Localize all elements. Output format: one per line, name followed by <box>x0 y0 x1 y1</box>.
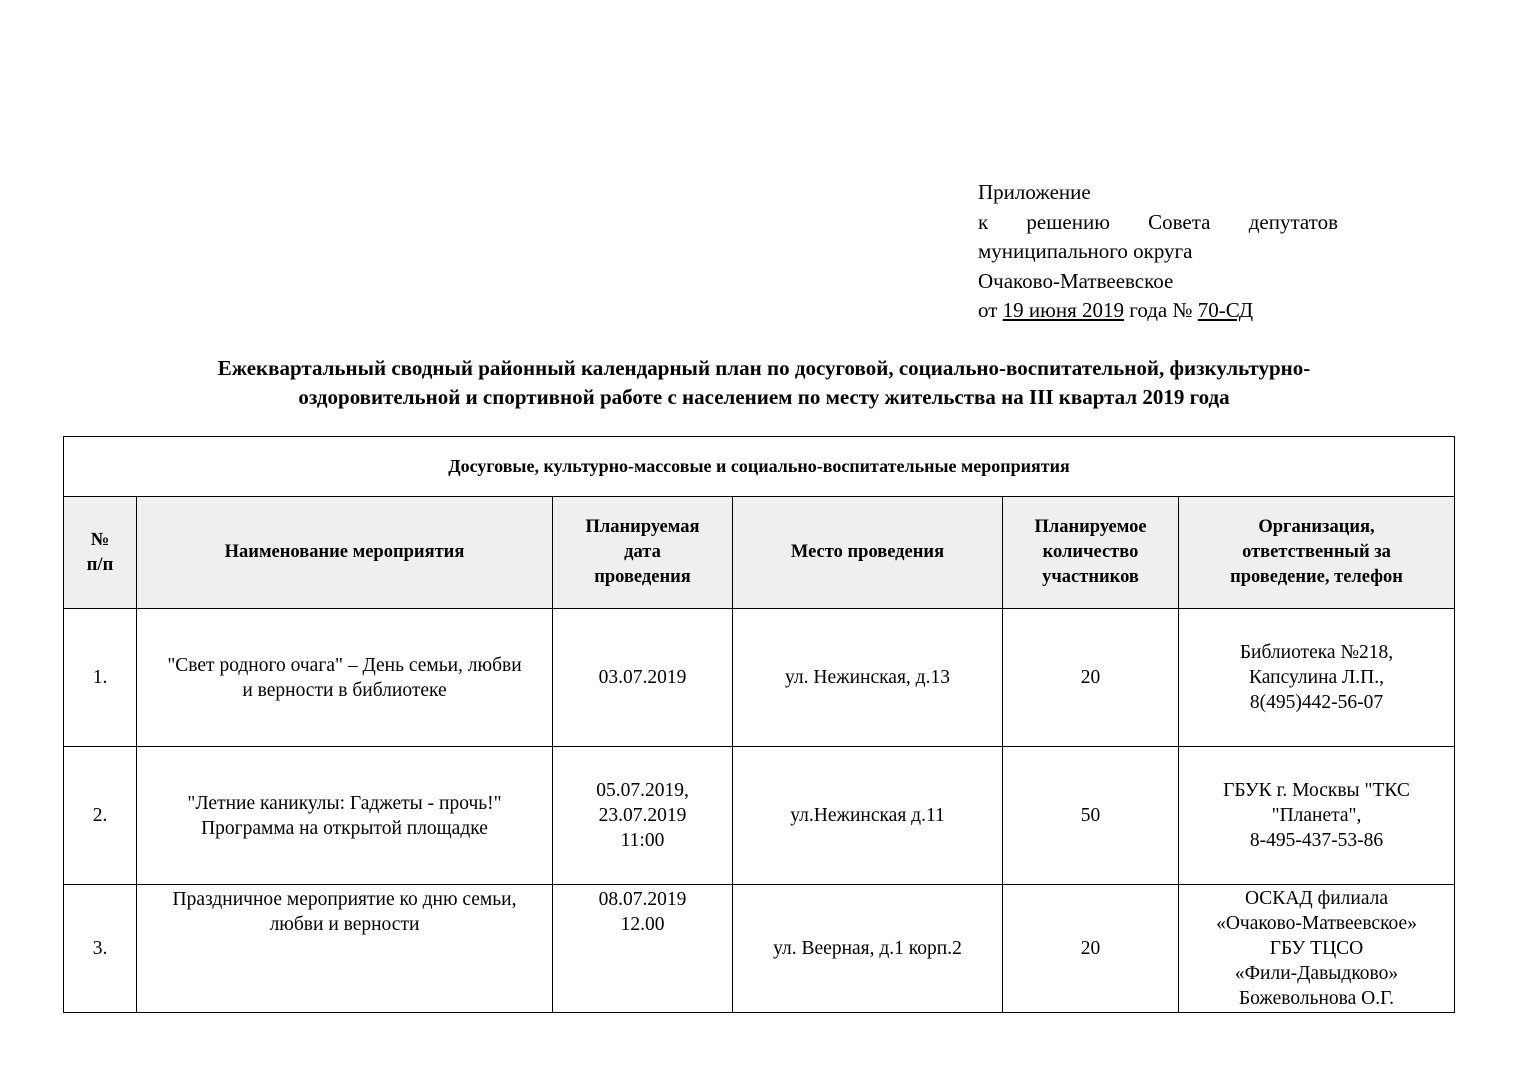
cell-name: "Летние каникулы: Гаджеты - прочь!" Программа на открытой площадке <box>137 747 553 885</box>
header-row <box>64 497 1455 609</box>
cell-place: ул. Веерная, д.1 корп.2 <box>733 885 1003 1013</box>
header-num: № п/п <box>64 497 137 609</box>
cell-count: 20 <box>1003 885 1179 1013</box>
appendix-number: 70-СД <box>1197 298 1254 322</box>
document-title <box>40 354 1488 412</box>
header-org: Организация, ответственный за проведение, телефон <box>1179 497 1455 609</box>
cell-count: 50 <box>1003 747 1179 885</box>
cell-org: ОСКАД филиала «Очаково-Матвеевское» ГБУ ТЦСО «Фили-Давыдково» Божевольнова О.Г. <box>1179 885 1455 1013</box>
appendix-district-name: Очаково-Матвеевское <box>978 268 1174 293</box>
appendix-word: к <box>978 209 989 234</box>
header-place: Место проведения <box>733 497 1003 609</box>
cell-num: 2. <box>64 747 137 885</box>
header-date: Планируемая дата проведения <box>553 497 733 609</box>
events-table <box>63 436 1455 1013</box>
cell-org: Библиотека №218, Капсулина Л.П., 8(495)442-56-07 <box>1179 609 1455 747</box>
section-row <box>64 437 1455 497</box>
appendix-title: Приложение <box>978 180 1091 204</box>
table-row <box>64 747 1455 885</box>
cell-date: 03.07.2019 <box>553 609 733 747</box>
appendix-date: 19 июня 2019 <box>1002 298 1124 322</box>
appendix-word: Совета <box>1148 209 1211 234</box>
document-title-line2: оздоровительной и спортивной работе с населением по месту жительства на III квартал 2019 года <box>298 385 1230 409</box>
cell-count: 20 <box>1003 609 1179 747</box>
appendix-word: депутатов <box>1248 209 1338 234</box>
cell-org: ГБУК г. Москвы "ТКС "Планета", 8-495-437-53-86 <box>1179 747 1455 885</box>
table-row <box>64 609 1455 747</box>
appendix-from: от <box>978 298 998 322</box>
appendix-word: решению <box>1026 209 1110 234</box>
appendix-number-label: года № <box>1129 298 1193 322</box>
cell-date: 05.07.2019, 23.07.2019 11:00 <box>553 747 733 885</box>
cell-place: ул.Нежинская д.11 <box>733 747 1003 885</box>
cell-num: 3. <box>64 885 137 1013</box>
table-row <box>64 885 1455 1013</box>
appendix-date-line <box>978 296 1338 326</box>
document-title-line1: Ежеквартальный сводный районный календарный план по досуговой, социально-воспитательной, физкультурно- <box>217 356 1311 380</box>
cell-name: Праздничное мероприятие ко дню семьи, любви и верности <box>137 885 553 1013</box>
cell-num: 1. <box>64 609 137 747</box>
section-title: Досуговые, культурно-массовые и социально-воспитательные мероприятия <box>64 437 1455 497</box>
appendix-district-line: муниципального округа <box>978 239 1193 263</box>
appendix-block <box>978 178 1338 326</box>
cell-name: "Свет родного очага" – День семьи, любви и верности в библиотеке <box>137 609 553 747</box>
appendix-decision-line <box>978 208 1338 238</box>
cell-date: 08.07.2019 12.00 <box>553 885 733 1013</box>
cell-place: ул. Нежинская, д.13 <box>733 609 1003 747</box>
header-name: Наименование мероприятия <box>137 497 553 609</box>
header-count: Планируемое количество участников <box>1003 497 1179 609</box>
